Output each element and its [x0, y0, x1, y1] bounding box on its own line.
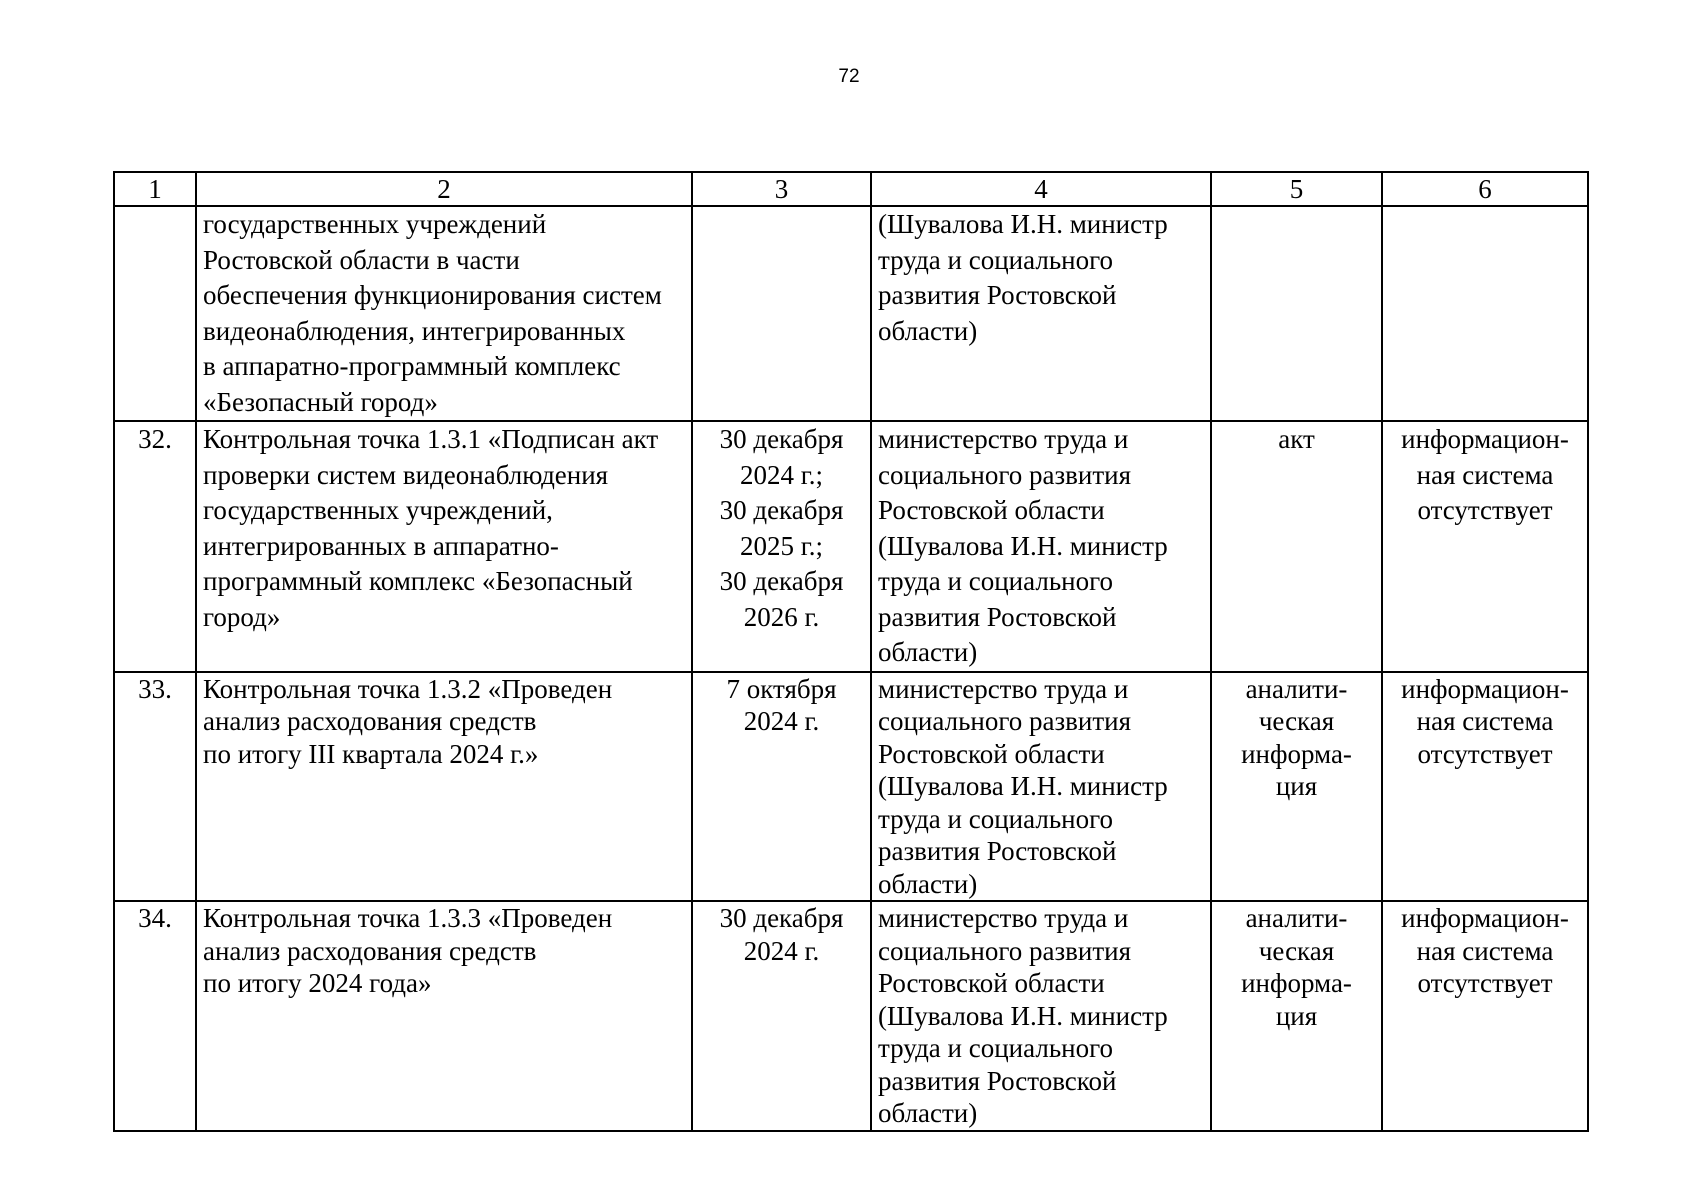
table-header-row — [114, 172, 1588, 206]
cell-line: программный комплекс «Безопасный — [203, 566, 633, 596]
cell-line: области) — [878, 868, 978, 899]
column-header: 1 — [114, 172, 196, 206]
cell-line: 2025 г.; — [739, 530, 824, 561]
table-row — [114, 421, 1588, 672]
event-name-cell — [196, 421, 692, 672]
cell-line: социального развития — [878, 459, 1132, 490]
cell-line: информацион- — [1401, 424, 1569, 454]
deadline-cell — [692, 206, 871, 421]
event-name-cell — [196, 672, 692, 902]
cell-line: отсутствует — [1417, 738, 1553, 769]
cell-line: проверки систем видеонаблюдения — [203, 459, 609, 490]
cell-line: социального развития — [878, 706, 1132, 736]
info-system-cell — [1382, 421, 1588, 672]
cell-line: министерство труда и — [878, 673, 1129, 704]
cell-line: Контрольная точка 1.3.1 «Подписан акт — [203, 424, 659, 454]
cell-line: анализ расходования средств — [203, 706, 537, 736]
cell-line: Ростовской области в части — [203, 244, 520, 275]
cell-line: труда и социального — [878, 244, 1113, 275]
responsible-cell — [871, 901, 1211, 1131]
cell-line: развития Ростовской — [878, 601, 1117, 632]
cell-line: ция — [1275, 1000, 1318, 1031]
cell-line: ная система — [1416, 706, 1554, 736]
cell-line: видеонаблюдения, интегрированных — [203, 315, 626, 346]
row-number-cell: 32. — [114, 421, 196, 672]
info-system-cell — [1382, 672, 1588, 902]
cell-line: 2024 г.; — [739, 459, 824, 490]
cell-line: государственных учреждений, — [203, 495, 553, 525]
row-number-cell — [114, 206, 196, 421]
cell-line: 30 декабря — [719, 495, 844, 525]
document-type-cell — [1211, 672, 1382, 902]
cell-line: в аппаратно-программный комплекс — [203, 351, 621, 381]
cell-line: акт — [1278, 424, 1315, 454]
cell-line: информа- — [1241, 738, 1352, 769]
cell-line: город» — [203, 601, 281, 632]
column-header: 6 — [1382, 172, 1588, 206]
cell-line: Ростовской области — [878, 495, 1105, 525]
cell-line: по итогу 2024 года» — [203, 968, 432, 998]
row-number-cell: 34. — [114, 901, 196, 1131]
cell-line: развития Ростовской — [878, 1065, 1117, 1096]
column-header: 5 — [1211, 172, 1382, 206]
cell-line: ная система — [1416, 935, 1554, 966]
cell-line: (Шувалова И.Н. министр — [878, 530, 1168, 561]
cell-line: информацион- — [1401, 903, 1569, 933]
cell-line: аналити- — [1245, 673, 1348, 704]
responsible-cell — [871, 672, 1211, 902]
responsible-cell — [871, 421, 1211, 672]
cell-line: (Шувалова И.Н. министр — [878, 1000, 1168, 1031]
document-table — [113, 171, 1589, 1132]
cell-line: развития Ростовской — [878, 836, 1117, 866]
cell-line: Контрольная точка 1.3.3 «Проведен — [203, 903, 613, 933]
cell-line: области) — [878, 1098, 978, 1128]
cell-line: 2024 г. — [743, 706, 820, 736]
column-header: 3 — [692, 172, 871, 206]
info-system-cell — [1382, 206, 1588, 421]
cell-line: 2024 г. — [743, 935, 820, 966]
cell-line: интегрированных в аппаратно- — [203, 530, 559, 561]
info-system-cell — [1382, 901, 1588, 1131]
deadline-cell — [692, 421, 871, 672]
responsible-cell — [871, 206, 1211, 421]
cell-line: информацион- — [1401, 673, 1569, 704]
cell-line: 2026 г. — [743, 601, 820, 632]
cell-line: обеспечения функционирования систем — [203, 280, 662, 310]
document-type-cell — [1211, 901, 1382, 1131]
cell-line: аналити- — [1245, 903, 1348, 933]
cell-line: по итогу III квартала 2024 г.» — [203, 738, 539, 769]
cell-line: области) — [878, 315, 978, 346]
table-row — [114, 672, 1588, 902]
document-type-cell — [1211, 421, 1382, 672]
cell-line: Ростовской области — [878, 968, 1105, 998]
cell-line: отсутствует — [1417, 495, 1553, 525]
cell-line: министерство труда и — [878, 903, 1129, 933]
cell-line: 30 декабря — [719, 903, 844, 933]
cell-line: министерство труда и — [878, 424, 1129, 454]
document-type-cell — [1211, 206, 1382, 421]
cell-line: 30 декабря — [719, 566, 844, 596]
deadline-cell — [692, 901, 871, 1131]
cell-line: отсутствует — [1417, 968, 1553, 998]
cell-line: анализ расходования средств — [203, 935, 537, 966]
cell-line: «Безопасный город» — [203, 386, 438, 417]
cell-line: ция — [1275, 771, 1318, 801]
cell-line: (Шувалова И.Н. министр — [878, 771, 1168, 801]
cell-line: ная система — [1416, 459, 1554, 490]
cell-line: (Шувалова И.Н. министр — [878, 209, 1168, 239]
table-row — [114, 206, 1588, 421]
cell-line: информа- — [1241, 968, 1352, 998]
cell-line: социального развития — [878, 935, 1132, 966]
table-row — [114, 901, 1588, 1131]
cell-line: труда и социального — [878, 803, 1113, 834]
event-name-cell — [196, 901, 692, 1131]
cell-line: ческая — [1258, 706, 1335, 736]
cell-line: труда и социального — [878, 1033, 1113, 1063]
cell-line: Контрольная точка 1.3.2 «Проведен — [203, 673, 613, 704]
row-number-cell: 33. — [114, 672, 196, 902]
cell-line: ческая — [1258, 935, 1335, 966]
cell-line: развития Ростовской — [878, 280, 1117, 310]
column-header: 4 — [871, 172, 1211, 206]
cell-line: государственных учреждений — [203, 209, 547, 239]
deadline-cell — [692, 672, 871, 902]
event-name-cell — [196, 206, 692, 421]
cell-line: 7 октября — [726, 673, 837, 704]
page-number: 72 — [838, 66, 860, 87]
cell-line: Ростовской области — [878, 738, 1105, 769]
column-header: 2 — [196, 172, 692, 206]
cell-line: области) — [878, 637, 978, 667]
cell-line: 30 декабря — [719, 424, 844, 454]
cell-line: труда и социального — [878, 566, 1113, 596]
